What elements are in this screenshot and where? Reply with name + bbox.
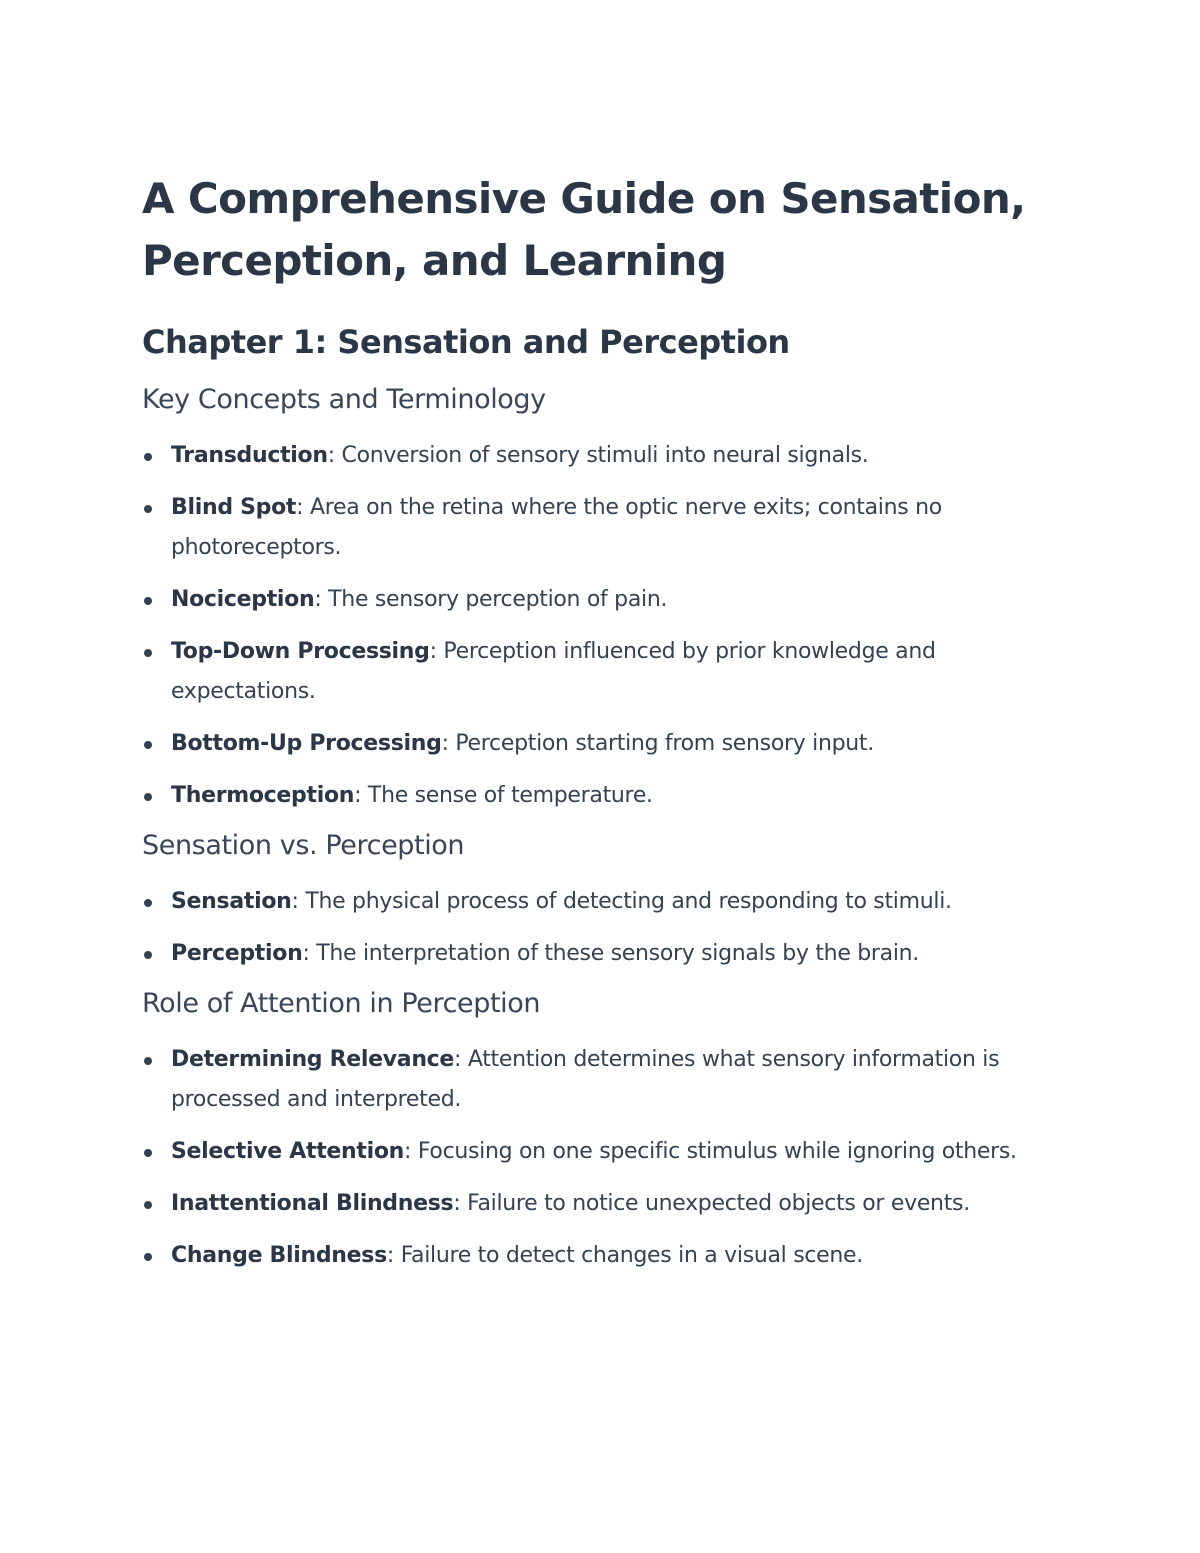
list-item: [142, 1132, 1072, 1172]
document-title: A Comprehensive Guide on Sensation, Perception, and Learning: [142, 174, 1026, 285]
list-item: [142, 488, 1072, 568]
term-definition: : Attention determines what sensory information is processed and interpreted.: [171, 1047, 1000, 1112]
term-definition: : The interpretation of these sensory signals by the brain.: [302, 941, 919, 966]
section-heading: Role of Attention in Perception: [142, 988, 541, 1019]
list-item: [142, 632, 1072, 712]
term-name: Blind Spot: [171, 495, 297, 520]
term-definition: : Failure to detect changes in a visual scene.: [386, 1243, 863, 1268]
section-attention: [142, 986, 1072, 1276]
term-list: [142, 882, 1072, 974]
term-name: Perception: [171, 941, 303, 966]
term-name: Thermoception: [171, 783, 355, 808]
chapter-title: Chapter 1: Sensation and Perception: [142, 323, 790, 361]
list-item: [142, 436, 1072, 476]
section-key-concepts: [142, 382, 1072, 816]
document-page: [142, 168, 1072, 1288]
term-name: Determining Relevance: [171, 1047, 455, 1072]
term-definition: : Conversion of sensory stimuli into neural signals.: [327, 443, 869, 468]
term-list: [142, 1040, 1072, 1276]
term-name: Nociception: [171, 587, 315, 612]
term-list: [142, 436, 1072, 816]
list-item: [142, 882, 1072, 922]
list-item: [142, 1040, 1072, 1120]
section-sensation-vs-perception: [142, 828, 1072, 974]
section-heading: Key Concepts and Terminology: [142, 384, 546, 415]
list-item: [142, 580, 1072, 620]
term-definition: : Failure to notice unexpected objects or events.: [453, 1191, 970, 1216]
list-item: [142, 724, 1072, 764]
term-definition: : The sensory perception of pain.: [314, 587, 668, 612]
term-definition: : Area on the retina where the optic nerve exits; contains no photoreceptors.: [171, 495, 942, 560]
term-definition: : Perception influenced by prior knowledge and expectations.: [171, 639, 936, 704]
term-name: Selective Attention: [171, 1139, 405, 1164]
term-name: Inattentional Blindness: [171, 1191, 454, 1216]
list-item: [142, 934, 1072, 974]
list-item: [142, 1184, 1072, 1224]
list-item: [142, 776, 1072, 816]
term-definition: : The physical process of detecting and responding to stimuli.: [291, 889, 952, 914]
term-definition: : Perception starting from sensory input.: [441, 731, 874, 756]
term-definition: : Focusing on one specific stimulus while ignoring others.: [404, 1139, 1017, 1164]
term-name: Sensation: [171, 889, 292, 914]
term-name: Change Blindness: [171, 1243, 387, 1268]
term-name: Top-Down Processing: [171, 639, 430, 664]
term-definition: : The sense of temperature.: [354, 783, 653, 808]
list-item: [142, 1236, 1072, 1276]
section-heading: Sensation vs. Perception: [142, 830, 465, 861]
term-name: Transduction: [171, 443, 328, 468]
term-name: Bottom-Up Processing: [171, 731, 442, 756]
